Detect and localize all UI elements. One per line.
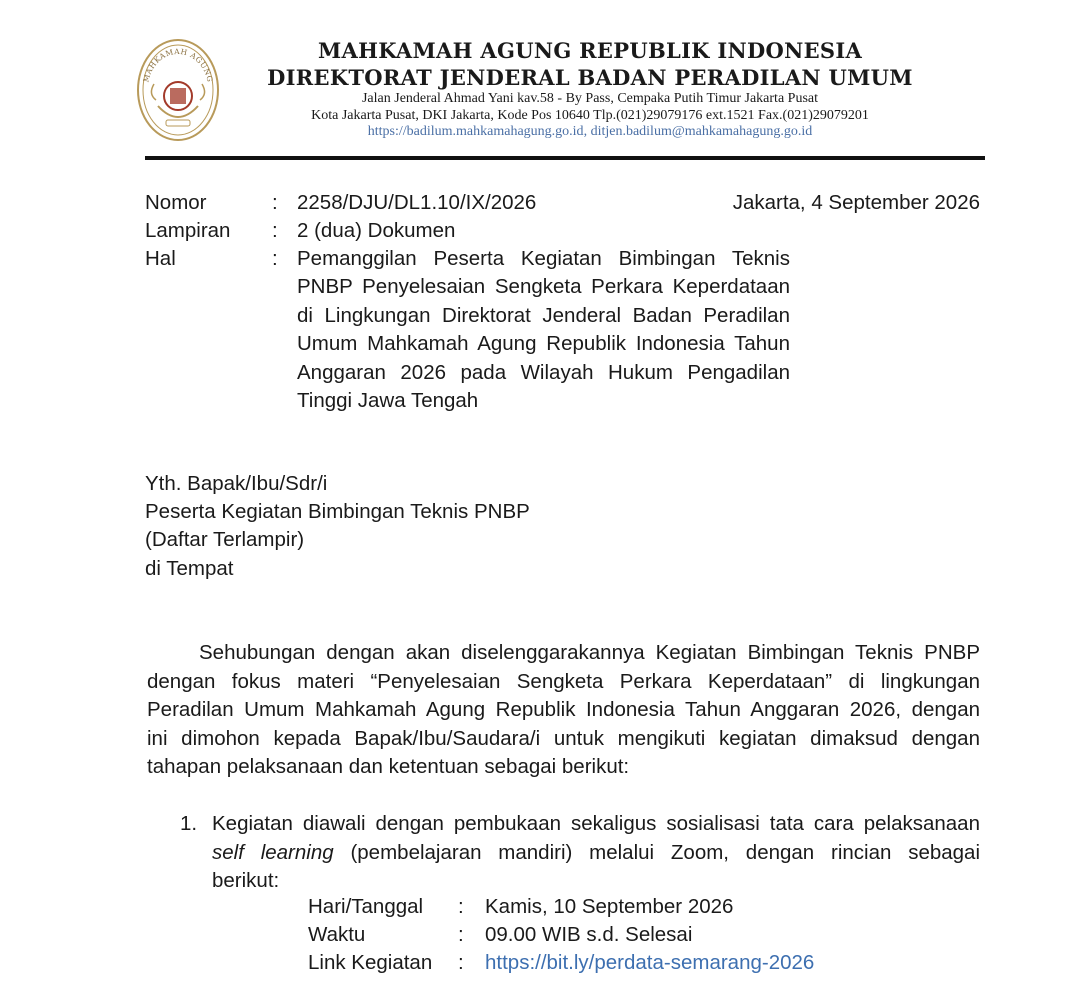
item-1-line — [212, 839, 980, 868]
hal-line: Anggaran 2026 pada Wilayah Hukum Pengadilan — [297, 360, 790, 384]
svg-text:MAHKAMAH AGUNG: MAHKAMAH AGUNG — [141, 46, 215, 84]
detail-label-date: Hari/Tanggal — [308, 895, 424, 918]
letter-date: Jakarta, 4 September 2026 — [732, 191, 980, 214]
letterhead-institution: MAHKAMAH AGUNG REPUBLIK INDONESIA — [317, 38, 863, 63]
nomor-label: Nomor — [145, 191, 207, 214]
item-1-text — [212, 810, 980, 896]
body-line: tahapan pelaksanaan dan ketentuan sebagai berikut: — [147, 755, 630, 778]
body-line: Sehubungan dengan akan diselenggarakannya Kegiatan Bimbingan Teknis PNBP — [199, 641, 980, 664]
detail-colon: : — [458, 895, 464, 918]
detail-value-date: Kamis, 10 September 2026 — [485, 895, 734, 918]
recipient-place: di Tempat — [145, 557, 234, 580]
item-1-line: Kegiatan diawali dengan pembukaan sekaligus sosialisasi tata cara pelaksanaan — [212, 812, 980, 835]
detail-colon: : — [458, 923, 464, 946]
detail-colon: : — [458, 951, 464, 974]
detail-label-link: Link Kegiatan — [308, 951, 433, 974]
hal-line: Tinggi Jawa Tengah — [297, 389, 479, 413]
hal-line: di Lingkungan Direktorat Jenderal Badan Peradilan — [297, 303, 790, 327]
item-1-number: 1. — [180, 812, 198, 835]
contacts-separator: , — [583, 124, 591, 139]
recipient-group: Peserta Kegiatan Bimbingan Teknis PNBP — [145, 500, 530, 523]
letterhead-address-1: Jalan Jenderal Ahmad Yani kav.58 - By Pass, Cempaka Putih Timur Jakarta Pusat — [361, 91, 818, 106]
body-paragraph — [147, 639, 980, 782]
hal-label: Hal — [145, 247, 176, 270]
body-line: dengan fokus materi “Penyelesaian Sengketa Perkara Keperdataan” di lingkungan — [147, 669, 980, 693]
self-learning-term: self learning — [212, 840, 334, 864]
hal-subject — [297, 245, 790, 415]
nomor-colon: : — [272, 191, 278, 214]
website-link[interactable]: https://badilum.mahkamahagung.go.id — [367, 124, 584, 139]
letterhead-contacts — [230, 124, 950, 140]
letterhead-address-2: Kota Jakarta Pusat, DKI Jakarta, Kode Pos 10640 Tlp.(021)29079176 ext.1521 Fax.(021)29079201 — [311, 108, 869, 123]
letterhead-rule — [145, 156, 985, 160]
body-line: ini dimohon kepada Bapak/Ibu/Saudara/i untuk mengikuti kegiatan dimaksud dengan — [147, 726, 980, 750]
lampiran-label: Lampiran — [145, 219, 231, 242]
email-link[interactable]: ditjen.badilum@mahkamahagung.go.id — [590, 124, 813, 139]
lampiran-colon: : — [272, 219, 278, 242]
recipient-note: (Daftar Terlampir) — [145, 528, 305, 551]
hal-line: PNBP Penyelesaian Sengketa Perkara Keperdataan — [297, 275, 790, 299]
body-line: Peradilan Umum Mahkamah Agung Republik Indonesia Tahun Anggaran 2026, dengan — [147, 698, 980, 721]
detail-label-time: Waktu — [308, 923, 366, 946]
recipient-salutation: Yth. Bapak/Ibu/Sdr/i — [145, 472, 328, 495]
activity-link[interactable]: https://bit.ly/perdata-semarang-2026 — [485, 951, 815, 974]
hal-line: Umum Mahkamah Agung Republik Indonesia Tahun — [297, 332, 790, 356]
hal-line: Pemanggilan Peserta Kegiatan Bimbingan Teknis — [297, 247, 790, 270]
item-1-line: berikut: — [212, 869, 280, 892]
nomor-value: 2258/DJU/DL1.10/IX/2026 — [297, 191, 537, 214]
lampiran-value: 2 (dua) Dokumen — [297, 219, 456, 242]
mahkamah-agung-seal-icon — [136, 36, 220, 144]
detail-value-time: 09.00 WIB s.d. Selesai — [485, 923, 693, 946]
hal-colon: : — [272, 247, 278, 270]
item-1-line-rest: (pembelajaran mandiri) melalui Zoom, dengan rincian sebagai — [333, 840, 980, 864]
letterhead-directorate: DIREKTORAT JENDERAL BADAN PERADILAN UMUM — [267, 65, 913, 90]
